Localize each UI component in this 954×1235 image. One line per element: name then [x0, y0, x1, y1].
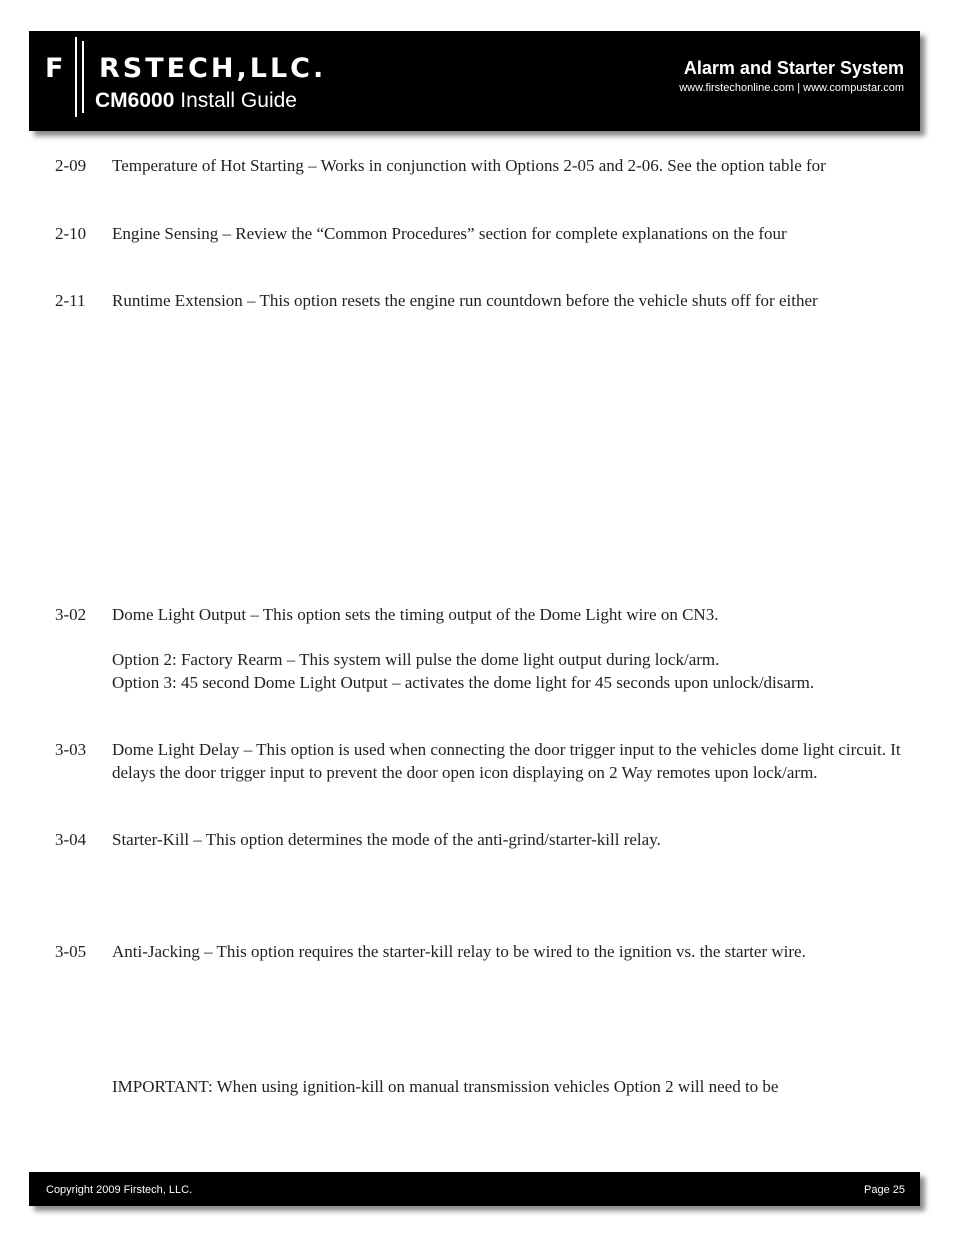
- option-description: Starter-Kill – This option determines the mode of the anti-grind/starter-kill relay.: [112, 830, 661, 849]
- logo-letter-f: F: [45, 53, 64, 84]
- option-description: Engine Sensing – Review the “Common Procedures” section for complete explanations on the four: [112, 224, 787, 243]
- copyright-text: Copyright 2009 Firstech, LLC.: [46, 1184, 193, 1196]
- option-description: Dome Light Output – This option sets the timing output of the Dome Light wire on CN3.: [112, 605, 719, 624]
- product-suffix: Install Guide: [180, 89, 297, 112]
- option-line-2: Option 2: Factory Rearm – This system will pulse the dome light output during lock/arm.: [112, 650, 720, 669]
- option-number: 3-03: [55, 740, 87, 759]
- option-description: Temperature of Hot Starting – Works in conjunction with Options 2-05 and 2-06. See the option table for: [112, 156, 826, 175]
- product-title: [95, 89, 297, 113]
- logo-icon: [73, 37, 87, 117]
- page-number: Page 25: [864, 1184, 905, 1196]
- option-description: Runtime Extension – This option resets the engine run countdown before the vehicle shuts off for either: [112, 291, 818, 310]
- option-number: 3-02: [55, 605, 87, 624]
- logo-text: RSTECH,LLC.: [99, 53, 327, 84]
- option-line-3: Option 3: 45 second Dome Light Output – activates the dome light for 45 seconds upon unlock/disarm.: [112, 673, 815, 692]
- product-model: CM6000: [95, 89, 175, 112]
- option-description: Dome Light Delay – This option is used when connecting the door trigger input to the vehicles dome light circuit. It delays the door trigger input to prevent the door open icon displaying on 2 Way remotes upon lock/arm.: [112, 740, 901, 782]
- page-footer: [29, 1172, 920, 1206]
- option-number: 2-11: [55, 291, 86, 310]
- system-title: Alarm and Starter System: [683, 58, 904, 78]
- important-note: IMPORTANT: When using ignition-kill on manual transmission vehicles Option 2 will need to be: [112, 1077, 779, 1096]
- website-links: www.firstechonline.com | www.compustar.com: [679, 82, 904, 94]
- option-number: 2-09: [55, 156, 87, 175]
- option-number: 3-04: [55, 830, 87, 849]
- option-description: Anti-Jacking – This option requires the starter-kill relay to be wired to the ignition vs. the starter wire.: [112, 942, 806, 961]
- option-number: 3-05: [55, 942, 87, 961]
- option-number: 2-10: [55, 224, 87, 243]
- page-header: [29, 31, 920, 131]
